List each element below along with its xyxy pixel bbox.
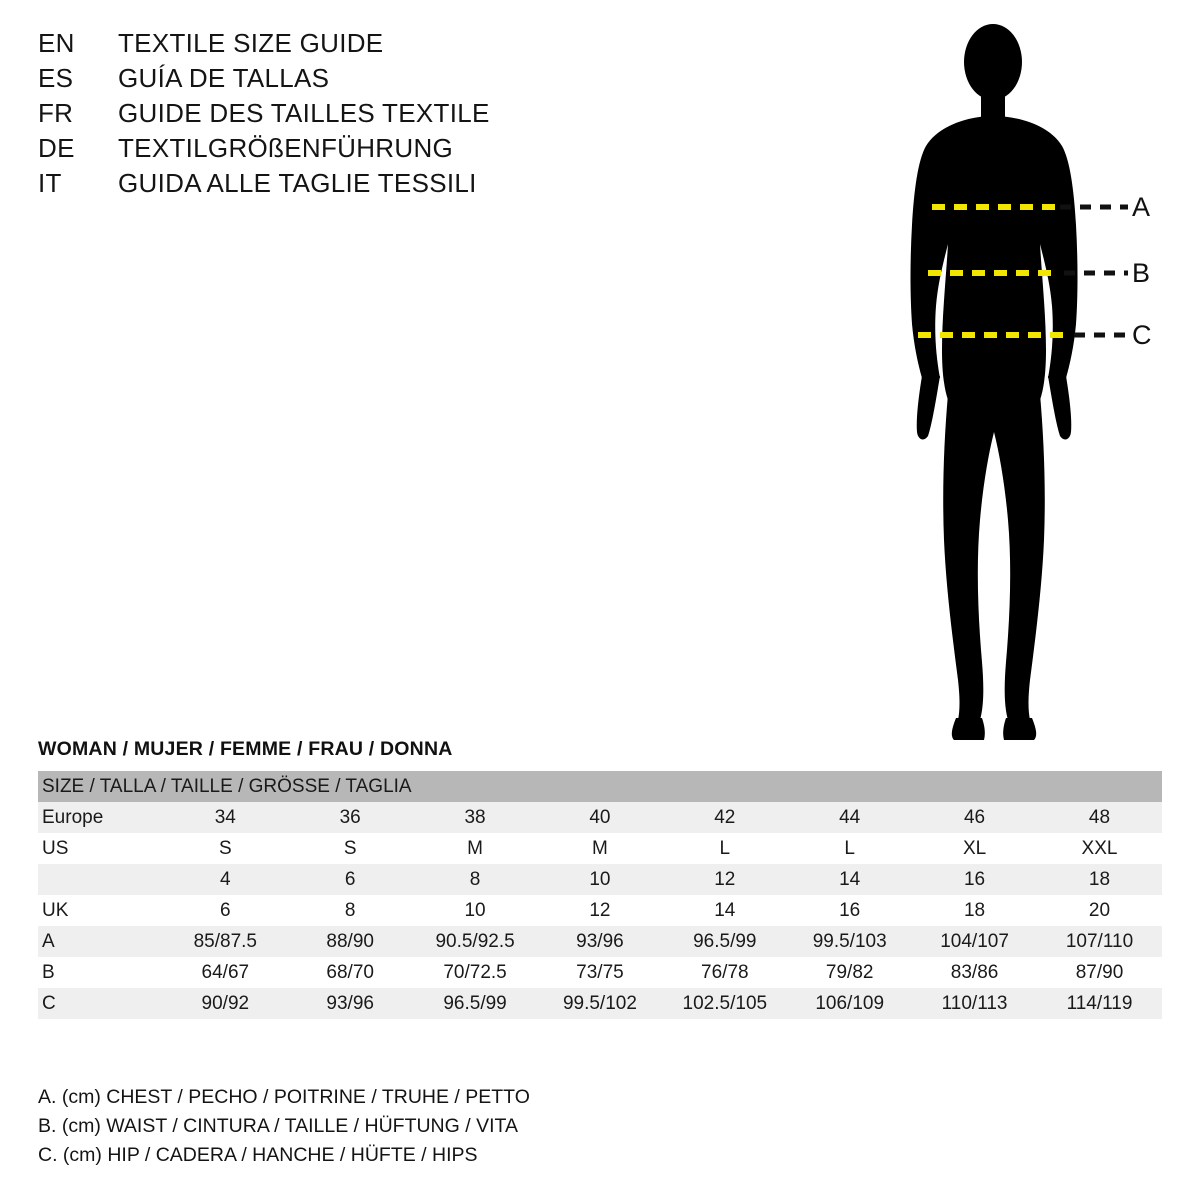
row-label: B <box>38 957 163 988</box>
cell: XXL <box>1037 833 1162 864</box>
cell: 79/82 <box>787 957 912 988</box>
cell: M <box>413 833 538 864</box>
cell: 42 <box>662 802 787 833</box>
legend-hip: C. (cm) HIP / CADERA / HANCHE / HÜFTE / HIPS <box>38 1144 478 1166</box>
measurement-figure <box>860 20 1190 750</box>
cell: M <box>538 833 663 864</box>
cell: 102.5/105 <box>662 988 787 1019</box>
cell: 85/87.5 <box>163 926 288 957</box>
cell: 76/78 <box>662 957 787 988</box>
female-body-silhouette-icon <box>860 20 1190 750</box>
language-code-it: IT <box>38 168 62 198</box>
language-row-de <box>38 133 558 168</box>
legend-waist: B. (cm) WAIST / CINTURA / TAILLE / HÜFTUNG / VITA <box>38 1115 518 1137</box>
cell: 46 <box>912 802 1037 833</box>
table-caption: WOMAN / MUJER / FEMME / FRAU / DONNA <box>38 738 453 760</box>
table-row <box>38 926 1162 957</box>
cell: L <box>662 833 787 864</box>
language-code-de: DE <box>38 133 75 163</box>
cell: 10 <box>413 895 538 926</box>
cell: 12 <box>662 864 787 895</box>
table-row <box>38 895 1162 926</box>
table-row <box>38 833 1162 864</box>
row-label: A <box>38 926 163 957</box>
language-row-fr <box>38 98 558 133</box>
measurement-legend <box>38 1086 738 1173</box>
cell: 68/70 <box>288 957 413 988</box>
table-header-label: SIZE / TALLA / TAILLE / GRÖSSE / TAGLIA <box>38 771 1162 802</box>
row-label: US <box>38 833 163 864</box>
cell: 93/96 <box>288 988 413 1019</box>
cell: 83/86 <box>912 957 1037 988</box>
table-row <box>38 957 1162 988</box>
language-title-block <box>38 28 558 203</box>
cell: 99.5/102 <box>538 988 663 1019</box>
cell: 20 <box>1037 895 1162 926</box>
cell: 34 <box>163 802 288 833</box>
cell: 64/67 <box>163 957 288 988</box>
cell: 44 <box>787 802 912 833</box>
row-label <box>38 864 163 895</box>
cell: XL <box>912 833 1037 864</box>
cell: 99.5/103 <box>787 926 912 957</box>
cell: 8 <box>288 895 413 926</box>
cell: 96.5/99 <box>662 926 787 957</box>
cell: 90.5/92.5 <box>413 926 538 957</box>
table-row <box>38 802 1162 833</box>
cell: 87/90 <box>1037 957 1162 988</box>
cell: 73/75 <box>538 957 663 988</box>
cell: 88/90 <box>288 926 413 957</box>
cell: 104/107 <box>912 926 1037 957</box>
language-text-fr: GUIDE DES TAILLES TEXTILE <box>118 98 490 128</box>
cell: 96.5/99 <box>413 988 538 1019</box>
table-header-row <box>38 771 1162 802</box>
size-table-section <box>38 738 1162 1019</box>
language-code-es: ES <box>38 63 74 93</box>
row-label: C <box>38 988 163 1019</box>
cell: 16 <box>787 895 912 926</box>
cell: 38 <box>413 802 538 833</box>
row-label: Europe <box>38 802 163 833</box>
legend-chest: A. (cm) CHEST / PECHO / POITRINE / TRUHE / PETTO <box>38 1086 530 1108</box>
language-text-de: TEXTILGRÖßENFÜHRUNG <box>118 133 454 163</box>
cell: 48 <box>1037 802 1162 833</box>
cell: 18 <box>1037 864 1162 895</box>
cell: 12 <box>538 895 663 926</box>
language-code-fr: FR <box>38 98 74 128</box>
language-text-es: GUÍA DE TALLAS <box>118 63 330 93</box>
cell: 8 <box>413 864 538 895</box>
waist-marker-label: B <box>1132 258 1151 288</box>
language-text-it: GUIDA ALLE TAGLIE TESSILI <box>118 168 477 198</box>
cell: L <box>787 833 912 864</box>
hip-marker-label: C <box>1132 320 1152 350</box>
cell: 16 <box>912 864 1037 895</box>
row-label: UK <box>38 895 163 926</box>
table-row <box>38 864 1162 895</box>
language-row-en <box>38 28 558 63</box>
cell: 14 <box>662 895 787 926</box>
chest-marker-label: A <box>1132 192 1151 222</box>
cell: 107/110 <box>1037 926 1162 957</box>
cell: 6 <box>288 864 413 895</box>
cell: 10 <box>538 864 663 895</box>
language-row-it <box>38 168 558 203</box>
language-row-es <box>38 63 558 98</box>
cell: 6 <box>163 895 288 926</box>
cell: 93/96 <box>538 926 663 957</box>
cell: 14 <box>787 864 912 895</box>
cell: 70/72.5 <box>413 957 538 988</box>
cell: S <box>288 833 413 864</box>
cell: 18 <box>912 895 1037 926</box>
cell: 110/113 <box>912 988 1037 1019</box>
language-code-en: EN <box>38 28 75 58</box>
cell: 40 <box>538 802 663 833</box>
cell: 114/119 <box>1037 988 1162 1019</box>
cell: 4 <box>163 864 288 895</box>
size-table <box>38 771 1162 1019</box>
language-text-en: TEXTILE SIZE GUIDE <box>118 28 384 58</box>
cell: 36 <box>288 802 413 833</box>
table-row <box>38 988 1162 1019</box>
cell: S <box>163 833 288 864</box>
cell: 106/109 <box>787 988 912 1019</box>
cell: 90/92 <box>163 988 288 1019</box>
